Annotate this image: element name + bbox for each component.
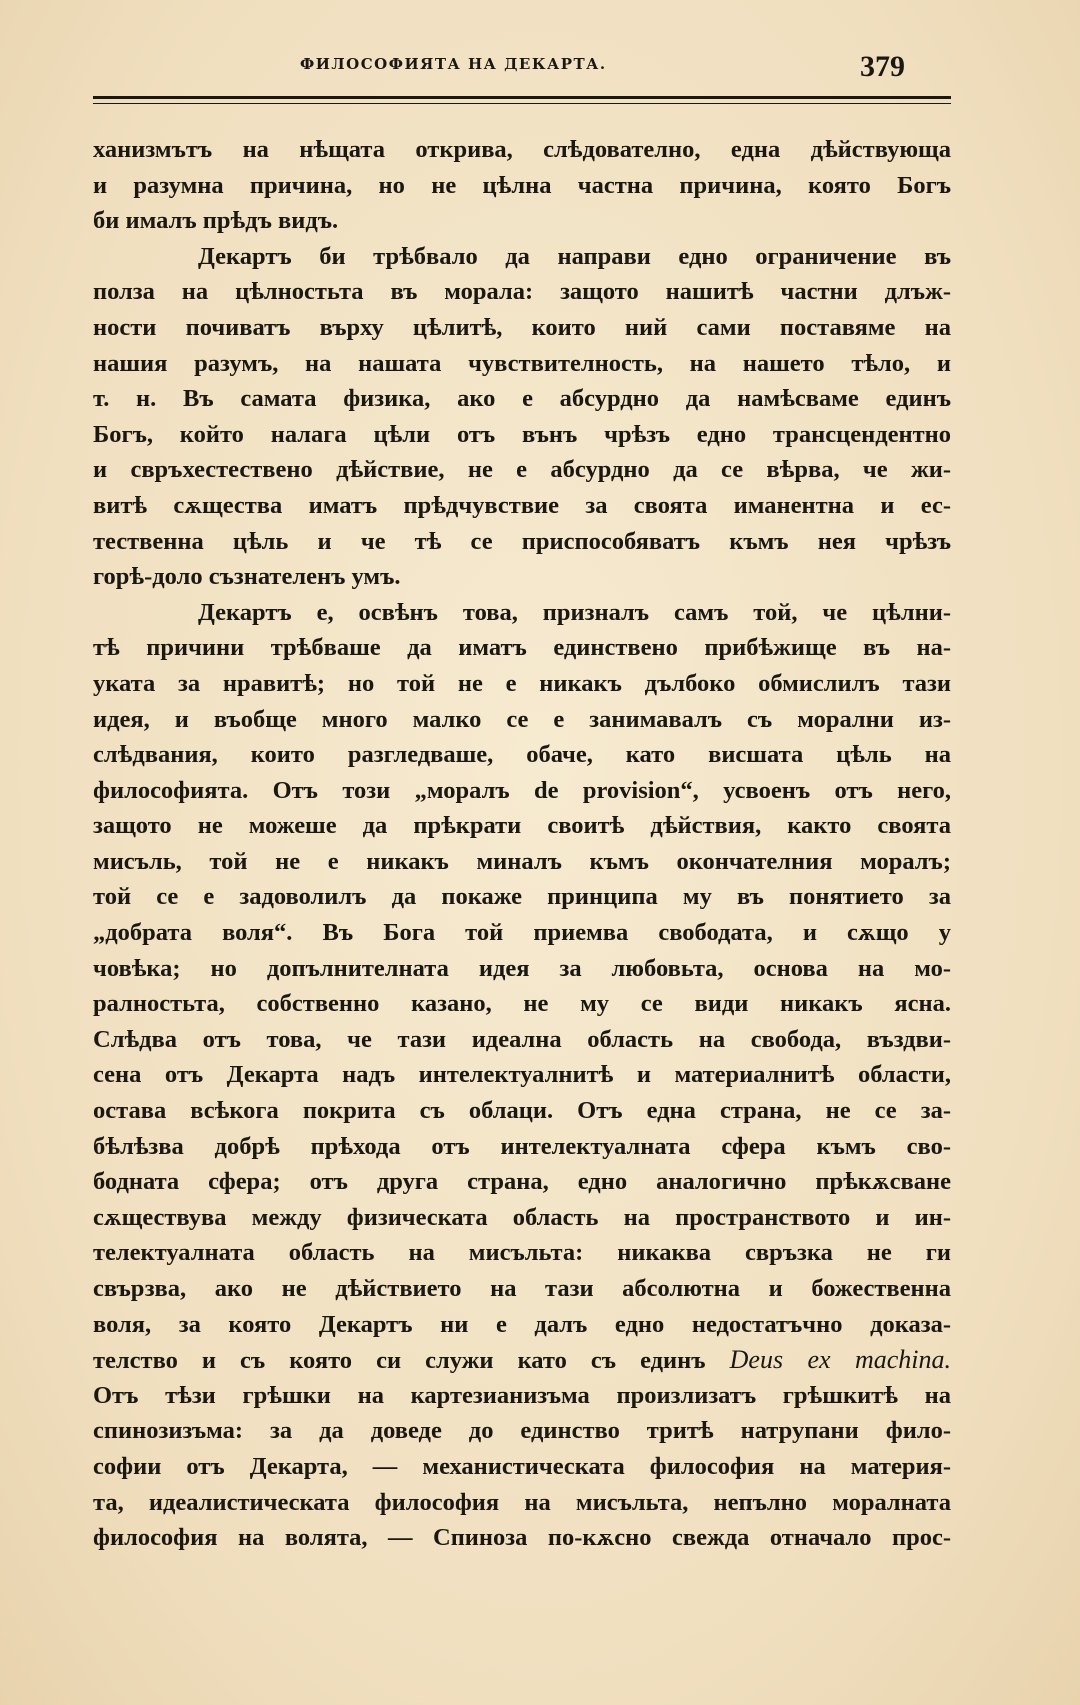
text-line: мисъль, той не е никакъ миналъ къмъ окончателния моралъ;	[93, 847, 951, 875]
text-line: той се е задоволилъ да покаже принципа му въ понятието за	[93, 883, 951, 911]
text-line: и разумна причина, но не цѣлна частна причина, която Богъ	[93, 171, 951, 199]
text-line: бодната сфера; отъ друга страна, едно аналогично прѣкѫсване	[93, 1168, 951, 1196]
text-line: воля, за която Декартъ ни е далъ едно недостатъчно доказа-	[93, 1310, 951, 1338]
text-segment: телство и съ която си служи като съ единъ	[93, 1347, 706, 1375]
running-title: ФИЛОСОФИЯТА НА ДЕКАРТА.	[300, 55, 607, 73]
text-line: полза на цѣлностьта въ морала: защото нашитѣ частни длъж-	[93, 278, 951, 306]
text-line: слѣдвания, които разгледваше, обаче, като висшата цѣль на	[93, 741, 951, 769]
body-text	[93, 132, 951, 1556]
text-line: ханизмътъ на нѣщата открива, слѣдователно, една дѣйствующа	[93, 136, 951, 163]
text-line: т. н. Въ самата физика, ако е абсурдно да намѣсваме единъ	[93, 385, 951, 413]
text-line: защото не можеше да прѣкрати своитѣ дѣйствия, както своята	[93, 812, 951, 840]
text-line: „добрата воля“. Въ Бога той приемва свободата, и сѫщо у	[93, 919, 951, 947]
paragraph-start-line: Декартъ би трѣбвало да направи едно ограничение въ	[198, 242, 951, 270]
text-line: Отъ тѣзи грѣшки на картезианизъма произлизатъ грѣшкитѣ на	[93, 1381, 951, 1409]
text-line: бѣлѣзва добрѣ прѣхода отъ интелектуалната сфера къмъ сво-	[93, 1132, 951, 1160]
text-line: Богъ, който налага цѣли отъ вънъ чрѣзъ едно трансцендентно	[93, 420, 951, 448]
text-line: телектуалната область на мисъльта: никаква свръзка не ги	[93, 1239, 951, 1267]
text-line: Слѣдва отъ това, че тази идеална область на свобода, въздви-	[93, 1025, 951, 1053]
latin-phrase: Deus ex machina.	[729, 1345, 951, 1375]
text-line: софии отъ Декарта, — механистическата философия на материя-	[93, 1452, 951, 1480]
text-line: ралностьта, собственно казано, не му се види никакъ ясна.	[93, 990, 951, 1018]
text-line-with-latin	[93, 1342, 951, 1378]
text-line: философия на волята, — Спиноза по-кѫсно свежда отначало прос-	[93, 1524, 951, 1552]
page-number: 379	[860, 50, 905, 83]
text-line: би ималъ прѣдъ видъ.	[93, 207, 339, 235]
header-rule-thin	[93, 103, 951, 104]
text-line: остава всѣкога покрита съ облаци. Отъ една страна, не се за-	[93, 1097, 951, 1125]
text-line: тественна цѣль и че тѣ се приспособяватъ къмъ нея чрѣзъ	[93, 527, 951, 555]
text-line: сена отъ Декарта надъ интелектуалнитѣ и материалнитѣ области,	[93, 1061, 951, 1089]
paragraph-start-line: Декартъ е, освѣнъ това, призналъ самъ той, че цѣлни-	[198, 598, 951, 626]
text-line: спинозизъма: за да доведе до единство тритѣ натрупани фило-	[93, 1417, 951, 1445]
text-line: човѣка; но допълнителната идея за любовьта, основа на мо-	[93, 954, 951, 982]
text-line: сѫществува между физическата область на пространството и ин-	[93, 1203, 951, 1231]
text-line: тѣ причини трѣбваше да иматъ единствено прибѣжище въ на-	[93, 634, 951, 662]
text-line: идея, и въобще много малко се е занимавалъ съ морални из-	[93, 705, 951, 733]
header-rule-thick	[93, 96, 951, 99]
text-line: горѣ-доло съзнателенъ умъ.	[93, 563, 401, 591]
text-line: нашия разумъ, на нашата чувствителность, на нашето тѣло, и	[93, 349, 951, 377]
text-line: та, идеалистическата философия на мисъльта, непълно моралната	[93, 1488, 951, 1516]
text-line: уката за нравитѣ; но той не е никакъ дълбоко обмислилъ тази	[93, 669, 951, 697]
text-line: свързва, ако не дѣйствието на тази абсолютна и божественна	[93, 1275, 951, 1302]
text-line: ности почиватъ върху цѣлитѣ, които ний сами поставяме на	[93, 313, 951, 341]
text-line: и свръхестествено дѣйствие, не е абсурдно да се вѣрва, че жи-	[93, 456, 951, 484]
text-line: витѣ сѫщества иматъ прѣдчувствие за своята иманентна и ес-	[93, 491, 951, 519]
text-line: философията. Отъ този „моралъ de provision“, усвоенъ отъ него,	[93, 776, 951, 804]
